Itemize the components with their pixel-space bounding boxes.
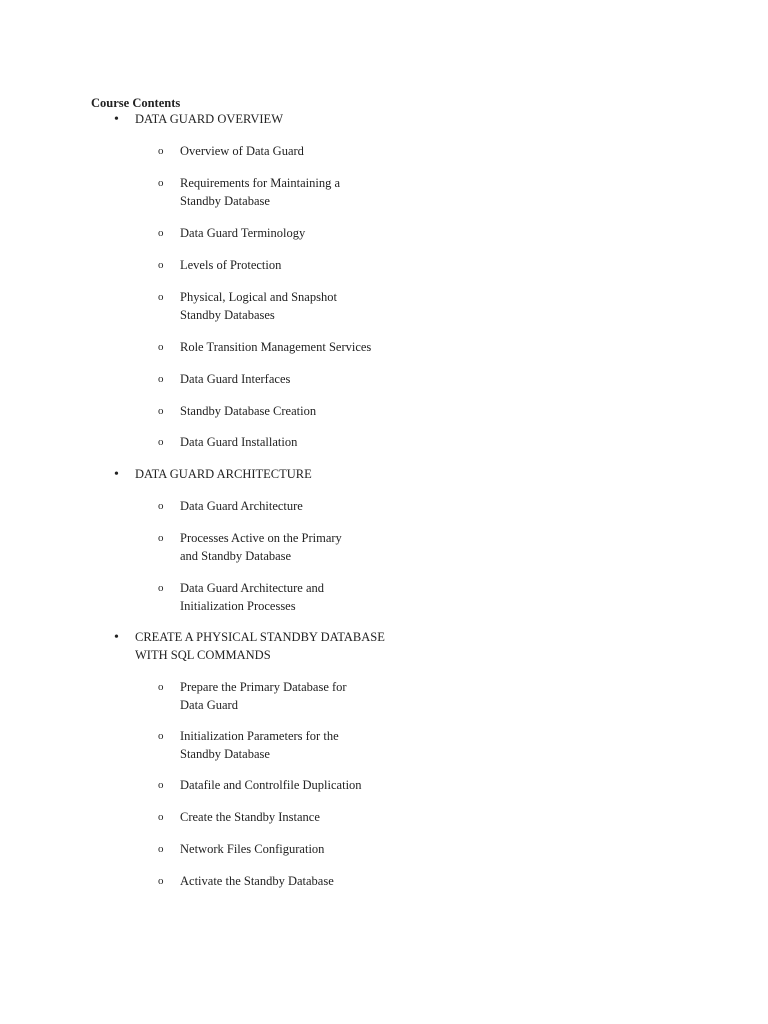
sub-bullet-icon: o: [158, 582, 164, 594]
bullet-icon: •: [114, 630, 119, 645]
list-item-text: Physical, Logical and Snapshot Standby Databases: [180, 290, 337, 322]
sub-bullet-icon: o: [158, 875, 164, 887]
sub-bullet-icon: o: [158, 291, 164, 303]
sub-bullet-icon: o: [158, 436, 164, 448]
list-item-text: Activate the Standby Database: [180, 874, 334, 888]
list-item-text: Processes Active on the Primary and Standby Database: [180, 531, 342, 563]
sub-bullet-icon: o: [158, 177, 164, 189]
sub-bullet-icon: o: [158, 259, 164, 271]
sub-bullet-icon: o: [158, 681, 164, 693]
list-item-text: Data Guard Interfaces: [180, 372, 291, 386]
section-title: DATA GUARD OVERVIEW: [135, 112, 283, 126]
list-item-text: Data Guard Installation: [180, 435, 298, 449]
list-item-text: Role Transition Management Services: [180, 340, 372, 354]
section-title: CREATE A PHYSICAL STANDBY DATABASE WITH SQL COMMANDS: [135, 630, 385, 662]
list-item-text: Prepare the Primary Database for Data Guard: [180, 680, 347, 712]
page-title: Course Contents: [91, 96, 181, 110]
sub-bullet-icon: o: [158, 843, 164, 855]
list-item-text: Data Guard Terminology: [180, 226, 306, 240]
sub-bullet-icon: o: [158, 145, 164, 157]
list-item-text: Overview of Data Guard: [180, 144, 304, 158]
sub-bullet-icon: o: [158, 373, 164, 385]
sub-bullet-icon: o: [158, 779, 164, 791]
list-item-text: Datafile and Controlfile Duplication: [180, 778, 362, 792]
sub-bullet-icon: o: [158, 532, 164, 544]
list-item-text: Levels of Protection: [180, 258, 282, 272]
sub-bullet-icon: o: [158, 341, 164, 353]
list-item-text: Data Guard Architecture: [180, 499, 303, 513]
sub-bullet-icon: o: [158, 500, 164, 512]
bullet-icon: •: [114, 112, 119, 127]
bullet-icon: •: [114, 467, 119, 482]
sub-bullet-icon: o: [158, 811, 164, 823]
sub-bullet-icon: o: [158, 405, 164, 417]
list-item-text: Data Guard Architecture and Initialization Processes: [180, 581, 325, 613]
section-title: DATA GUARD ARCHITECTURE: [135, 467, 312, 481]
list-item-text: Requirements for Maintaining a Standby Database: [180, 176, 341, 208]
sub-bullet-icon: o: [158, 730, 164, 742]
list-item-text: Standby Database Creation: [180, 404, 317, 418]
list-item-text: Initialization Parameters for the Standby Database: [180, 729, 339, 761]
sub-bullet-icon: o: [158, 227, 164, 239]
list-item-text: Network Files Configuration: [180, 842, 325, 856]
list-item-text: Create the Standby Instance: [180, 810, 320, 824]
